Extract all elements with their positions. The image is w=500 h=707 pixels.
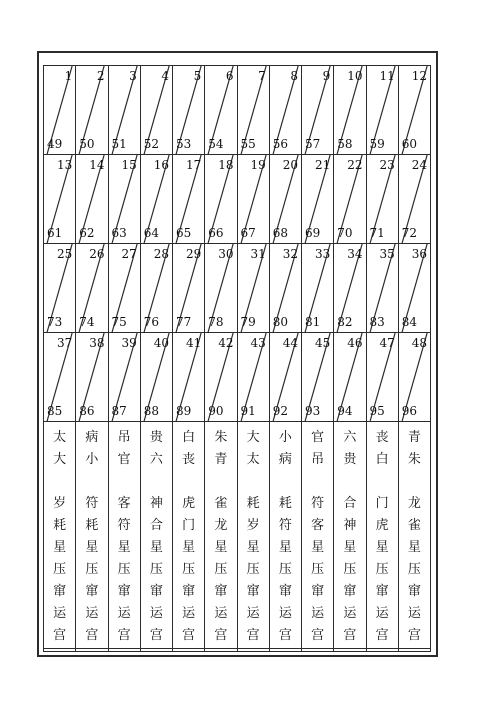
- star-name-cell: [108, 422, 140, 652]
- cell-top-number: 16: [153, 158, 169, 172]
- cell-bottom-number: 92: [272, 404, 289, 418]
- cell-bottom-number: 93: [305, 404, 321, 418]
- lower-char: 压: [278, 562, 292, 577]
- star-name-cell: [44, 422, 76, 652]
- upper-char: 病: [85, 430, 99, 445]
- star-name-cell: [302, 422, 334, 652]
- star-name-cell: [334, 422, 366, 652]
- number-cell: [108, 244, 140, 333]
- lower-char: 运: [149, 606, 163, 621]
- cell-bottom-number: 71: [369, 226, 385, 240]
- cell-top-number: 12: [411, 69, 427, 83]
- cell-bottom-number: 67: [240, 226, 256, 240]
- number-row: [44, 66, 431, 155]
- cell-top-number: 4: [161, 69, 169, 83]
- lower-char: 符: [117, 518, 131, 533]
- cell-bottom-number: 79: [240, 315, 256, 329]
- cell-top-number: 39: [121, 336, 137, 350]
- cell-bottom-number: 78: [208, 315, 224, 329]
- star-name-cell: [140, 422, 172, 652]
- cell-bottom-number: 64: [143, 226, 160, 240]
- star-name-cell: [205, 422, 237, 652]
- upper-char: 病: [278, 452, 292, 467]
- lower-char: 运: [278, 606, 292, 621]
- upper-char: 吊: [311, 452, 325, 467]
- cell-top-number: 43: [250, 336, 266, 350]
- lower-char: 压: [343, 562, 357, 577]
- cell-bottom-number: 87: [111, 404, 127, 418]
- cell-top-number: 22: [347, 158, 363, 172]
- lower-char: 窜: [214, 584, 228, 599]
- lower-char: 宫: [117, 628, 131, 643]
- lower-char: 神: [343, 518, 357, 533]
- cell-top-number: 14: [89, 158, 105, 172]
- lower-char: 宫: [246, 628, 260, 643]
- lower-char: 门: [182, 518, 196, 533]
- star-name-cell: [269, 422, 301, 652]
- number-cell: [108, 66, 140, 155]
- lower-char: 虎: [182, 496, 196, 511]
- lower-char: 运: [375, 606, 389, 621]
- lower-char: 宫: [278, 628, 292, 643]
- cell-top-number: 5: [193, 69, 202, 83]
- star-name-cell: [398, 422, 430, 652]
- cell-bottom-number: 82: [337, 315, 353, 329]
- number-cell: [334, 66, 366, 155]
- lower-char: 宫: [214, 628, 228, 643]
- number-cell: [140, 333, 172, 422]
- cell-top-number: 17: [185, 158, 202, 172]
- lower-char: 星: [117, 540, 131, 555]
- star-name-cell: [76, 422, 108, 652]
- cell-top-number: 19: [250, 158, 266, 172]
- lower-char: 虎: [375, 518, 389, 533]
- upper-char: 大: [246, 430, 260, 445]
- cell-top-number: 35: [379, 247, 395, 261]
- lower-char: 压: [375, 562, 389, 577]
- number-cell: [205, 155, 237, 244]
- cell-top-number: 18: [218, 158, 234, 172]
- cell-top-number: 38: [89, 336, 105, 350]
- cell-bottom-number: 56: [272, 137, 289, 151]
- cell-bottom-number: 81: [305, 315, 321, 329]
- number-cell: [44, 155, 76, 244]
- number-cell: [205, 244, 237, 333]
- number-cell: [44, 333, 76, 422]
- number-cell: [366, 155, 398, 244]
- upper-char: 朱: [407, 452, 421, 467]
- number-cell: [334, 244, 366, 333]
- lower-char: 符: [311, 496, 325, 511]
- number-row: [44, 333, 431, 422]
- lower-char: 星: [407, 540, 421, 555]
- lower-char: 窜: [311, 584, 325, 599]
- lower-char: 压: [117, 562, 131, 577]
- number-cell: [398, 333, 430, 422]
- lower-char: 客: [117, 496, 131, 511]
- cell-top-number: 27: [121, 247, 137, 261]
- number-cell: [366, 333, 398, 422]
- lower-char: 宫: [85, 628, 99, 643]
- lower-char: 雀: [214, 496, 228, 511]
- cell-bottom-number: 66: [208, 226, 224, 240]
- cell-bottom-number: 84: [401, 315, 418, 329]
- upper-char: 官: [117, 452, 131, 467]
- cell-top-number: 24: [411, 158, 427, 172]
- lower-char: 压: [182, 562, 196, 577]
- cell-top-number: 28: [153, 247, 169, 261]
- lower-char: 宫: [149, 628, 163, 643]
- cell-top-number: 34: [347, 247, 363, 261]
- lower-char: 窜: [407, 584, 421, 599]
- lower-char: 窜: [182, 584, 196, 599]
- number-cell: [302, 333, 334, 422]
- cell-bottom-number: 58: [337, 137, 353, 151]
- cell-top-number: 44: [282, 336, 298, 350]
- upper-char: 贵: [343, 452, 357, 467]
- cell-top-number: 1: [64, 69, 73, 83]
- lower-char: 客: [311, 518, 325, 533]
- cell-top-number: 33: [314, 247, 331, 261]
- cell-bottom-number: 53: [176, 137, 192, 151]
- upper-char: 太: [246, 452, 260, 467]
- lower-char: 星: [311, 540, 325, 555]
- cell-bottom-number: 60: [401, 137, 418, 151]
- number-cell: [398, 66, 430, 155]
- number-cell: [76, 333, 108, 422]
- upper-char: 白: [182, 430, 196, 445]
- number-cell: [108, 155, 140, 244]
- upper-char: 青: [407, 430, 421, 445]
- lower-char: 压: [407, 562, 421, 577]
- lower-char: 符: [278, 518, 292, 533]
- number-cell: [140, 244, 172, 333]
- cell-bottom-number: 94: [337, 404, 353, 418]
- cell-top-number: 8: [290, 69, 298, 83]
- cell-bottom-number: 61: [47, 226, 63, 240]
- cell-top-number: 46: [347, 336, 363, 350]
- cell-bottom-number: 90: [208, 404, 224, 418]
- upper-char: 吊: [117, 430, 131, 445]
- upper-char: 六: [149, 452, 163, 467]
- lower-char: 运: [214, 606, 228, 621]
- lower-char: 星: [343, 540, 357, 555]
- lower-char: 压: [311, 562, 325, 577]
- cell-top-number: 6: [225, 69, 234, 83]
- lower-char: 雀: [407, 518, 421, 533]
- cell-bottom-number: 51: [111, 137, 127, 151]
- lower-char: 压: [53, 562, 67, 577]
- cell-bottom-number: 89: [176, 404, 192, 418]
- upper-char: 小: [85, 452, 99, 467]
- lower-char: 耗: [85, 518, 99, 533]
- number-cell: [302, 244, 334, 333]
- lower-char: 耗: [278, 496, 292, 511]
- cell-bottom-number: 65: [176, 226, 192, 240]
- cell-bottom-number: 57: [305, 137, 321, 151]
- star-name-cell: [366, 422, 398, 652]
- number-row: [44, 244, 431, 333]
- lower-char: 合: [343, 496, 357, 511]
- number-cell: [76, 244, 108, 333]
- lower-char: 神: [149, 496, 163, 511]
- lower-char: 星: [375, 540, 389, 555]
- number-cell: [44, 66, 76, 155]
- lower-char: 岁: [53, 496, 67, 511]
- lower-char: 窜: [53, 584, 67, 599]
- lower-char: 合: [149, 518, 163, 533]
- lower-char: 窜: [117, 584, 131, 599]
- lower-char: 星: [182, 540, 196, 555]
- number-cell: [334, 155, 366, 244]
- number-cell: [237, 155, 269, 244]
- cell-bottom-number: 74: [79, 315, 95, 329]
- number-cell: [205, 333, 237, 422]
- cell-top-number: 30: [218, 247, 234, 261]
- upper-char: 六: [343, 430, 357, 445]
- lower-char: 星: [149, 540, 163, 555]
- lower-char: 压: [214, 562, 228, 577]
- number-cell: [173, 244, 205, 333]
- lower-char: 运: [343, 606, 357, 621]
- lower-char: 窜: [343, 584, 357, 599]
- lower-char: 符: [85, 496, 99, 511]
- cell-top-number: 3: [129, 69, 137, 83]
- upper-char: 官: [311, 430, 325, 445]
- cell-top-number: 48: [411, 336, 427, 350]
- lower-char: 运: [85, 606, 99, 621]
- number-cell: [269, 333, 301, 422]
- number-cell: [173, 155, 205, 244]
- number-cell: [108, 333, 140, 422]
- number-cell: [237, 244, 269, 333]
- lower-char: 耗: [53, 518, 67, 533]
- cell-top-number: 41: [185, 336, 202, 350]
- cell-bottom-number: 49: [47, 137, 63, 151]
- star-name-cell: [237, 422, 269, 652]
- upper-char: 太: [53, 430, 67, 445]
- lower-char: 运: [117, 606, 131, 621]
- cell-top-number: 26: [89, 247, 105, 261]
- lower-char: 窜: [85, 584, 99, 599]
- lower-char: 运: [311, 606, 325, 621]
- number-cell: [237, 66, 269, 155]
- lower-char: 星: [246, 540, 260, 555]
- cell-bottom-number: 68: [272, 226, 289, 240]
- number-cell: [173, 333, 205, 422]
- cell-bottom-number: 96: [401, 404, 418, 418]
- number-cell: [76, 66, 108, 155]
- cell-bottom-number: 76: [143, 315, 160, 329]
- lower-char: 星: [214, 540, 228, 555]
- cell-top-number: 7: [258, 69, 266, 83]
- cell-bottom-number: 72: [401, 226, 418, 240]
- lower-char: 门: [375, 496, 389, 511]
- cell-bottom-number: 50: [79, 137, 95, 151]
- number-cell: [366, 66, 398, 155]
- number-cell: [398, 155, 430, 244]
- star-name-row: [44, 422, 431, 652]
- lower-char: 宫: [182, 628, 196, 643]
- cell-bottom-number: 59: [369, 137, 385, 151]
- cell-top-number: 11: [379, 69, 395, 83]
- cell-bottom-number: 80: [272, 315, 289, 329]
- upper-char: 大: [53, 452, 67, 467]
- lower-char: 龙: [214, 518, 228, 533]
- cell-top-number: 36: [411, 247, 427, 261]
- number-cell: [398, 244, 430, 333]
- upper-char: 丧: [182, 452, 196, 467]
- cell-bottom-number: 52: [143, 137, 160, 151]
- lower-char: 窜: [375, 584, 389, 599]
- cell-bottom-number: 91: [240, 404, 256, 418]
- cell-top-number: 25: [56, 247, 73, 261]
- lower-char: 岁: [246, 518, 260, 533]
- number-cell: [269, 66, 301, 155]
- cell-top-number: 2: [96, 69, 105, 83]
- lower-char: 窜: [278, 584, 292, 599]
- cell-top-number: 23: [379, 158, 395, 172]
- cell-top-number: 29: [185, 247, 202, 261]
- cell-top-number: 45: [314, 336, 331, 350]
- lower-char: 窜: [246, 584, 260, 599]
- lower-char: 压: [246, 562, 260, 577]
- cell-bottom-number: 85: [47, 404, 63, 418]
- cell-top-number: 20: [282, 158, 298, 172]
- lower-char: 宫: [375, 628, 389, 643]
- lower-char: 运: [182, 606, 196, 621]
- number-cell: [237, 333, 269, 422]
- cell-bottom-number: 73: [47, 315, 63, 329]
- lower-char: 压: [85, 562, 99, 577]
- cell-bottom-number: 88: [143, 404, 160, 418]
- cell-bottom-number: 95: [369, 404, 385, 418]
- number-cell: [366, 244, 398, 333]
- lower-char: 运: [246, 606, 260, 621]
- number-grid-table: [43, 65, 431, 652]
- cell-top-number: 37: [56, 336, 73, 350]
- cell-top-number: 9: [322, 69, 331, 83]
- lower-char: 宫: [53, 628, 67, 643]
- cell-bottom-number: 69: [305, 226, 321, 240]
- number-cell: [173, 66, 205, 155]
- cell-top-number: 40: [153, 336, 169, 350]
- lower-char: 运: [53, 606, 67, 621]
- upper-char: 丧: [375, 430, 389, 445]
- cell-top-number: 13: [56, 158, 73, 172]
- cell-bottom-number: 62: [79, 226, 95, 240]
- number-cell: [334, 333, 366, 422]
- lower-char: 窜: [149, 584, 163, 599]
- lower-char: 宫: [343, 628, 357, 643]
- lower-char: 运: [407, 606, 421, 621]
- cell-bottom-number: 77: [176, 315, 192, 329]
- number-row: [44, 155, 431, 244]
- cell-bottom-number: 63: [111, 226, 127, 240]
- lower-char: 宫: [311, 628, 325, 643]
- cell-bottom-number: 70: [337, 226, 353, 240]
- upper-char: 白: [375, 452, 389, 467]
- lower-char: 宫: [407, 628, 421, 643]
- star-name-cell: [173, 422, 205, 652]
- number-cell: [140, 155, 172, 244]
- cell-bottom-number: 75: [111, 315, 127, 329]
- cell-bottom-number: 54: [208, 137, 224, 151]
- lower-char: 星: [53, 540, 67, 555]
- cell-top-number: 42: [218, 336, 234, 350]
- cell-top-number: 32: [282, 247, 298, 261]
- lower-char: 耗: [246, 496, 260, 511]
- lower-char: 星: [85, 540, 99, 555]
- cell-top-number: 10: [347, 69, 363, 83]
- upper-char: 青: [214, 452, 228, 467]
- cell-top-number: 21: [314, 158, 331, 172]
- number-cell: [302, 66, 334, 155]
- number-cell: [302, 155, 334, 244]
- number-cell: [205, 66, 237, 155]
- lower-char: 龙: [407, 496, 421, 511]
- upper-char: 小: [278, 430, 292, 445]
- cell-bottom-number: 55: [240, 137, 256, 151]
- cell-bottom-number: 86: [79, 404, 95, 418]
- number-cell: [269, 244, 301, 333]
- lower-char: 压: [149, 562, 163, 577]
- cell-bottom-number: 83: [369, 315, 385, 329]
- lower-char: 星: [278, 540, 292, 555]
- cell-top-number: 15: [121, 158, 137, 172]
- cell-top-number: 47: [379, 336, 395, 350]
- number-cell: [140, 66, 172, 155]
- cell-top-number: 31: [250, 247, 266, 261]
- upper-char: 贵: [149, 430, 163, 445]
- number-cell: [44, 244, 76, 333]
- upper-char: 朱: [214, 430, 228, 445]
- number-cell: [269, 155, 301, 244]
- number-cell: [76, 155, 108, 244]
